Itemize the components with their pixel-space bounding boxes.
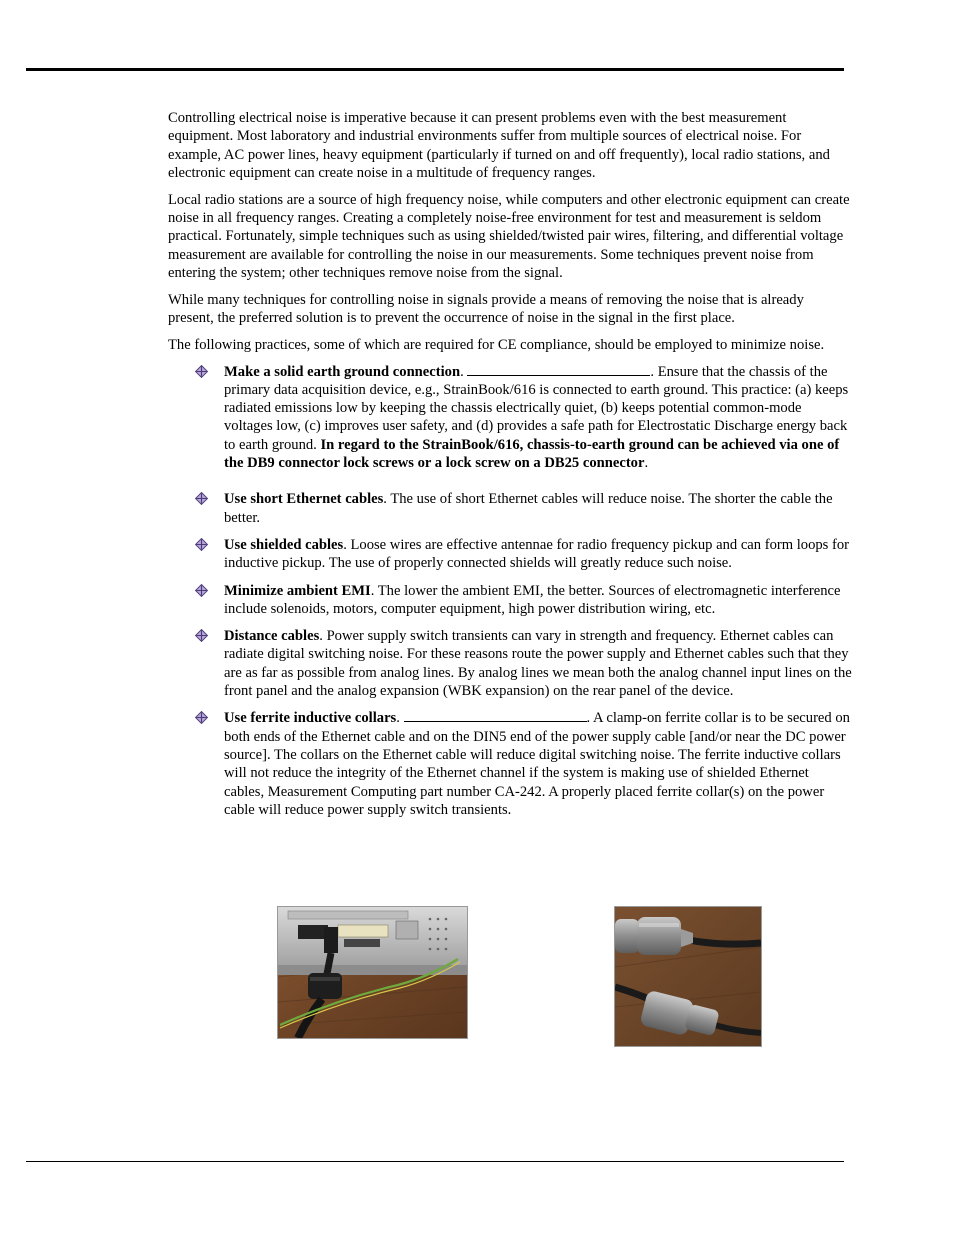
practice-title: Use ferrite inductive collars <box>224 710 397 727</box>
diamond-cross-bullet-icon <box>195 365 208 378</box>
diamond-cross-bullet-icon <box>195 711 208 724</box>
diamond-cross-bullet-icon <box>195 492 208 505</box>
practice-title: Make a solid earth ground connection <box>224 363 461 380</box>
list-item-ferrite-collars: Use ferrite inductive collars. . A clamp-on ferrite collar is to be secured on both ends of the Ethernet cable and on the DIN5 end of the power supply cable [and/or near the DC power source]. The collars on the Ethernet cable will reduce digital switching noise. The ferrite inductive collars will not reduce the integrity of the Ethernet channel if the system is making use of shielded Ethernet cables, Measurement Computing part number CA-242. A properly placed ferrite collar(s) on the power cable will reduce power supply switch transients. <box>168 709 852 819</box>
practice-title: Minimize ambient EMI <box>224 582 371 599</box>
diamond-cross-bullet-icon <box>195 538 208 551</box>
header-rule <box>26 68 844 71</box>
practice-title: Use short Ethernet cables <box>224 491 384 508</box>
list-item-ambient-emi: Minimize ambient EMI. The lower the ambient EMI, the better. Sources of electromagnetic interference include solenoids, motors, computer equipment, high power distribution wiring, etc. <box>168 582 852 619</box>
fill-in-blank <box>404 709 587 722</box>
list-item-short-ethernet: Use short Ethernet cables. The use of short Ethernet cables will reduce noise. The shorter the cable the better. <box>168 490 852 527</box>
practice-list <box>168 363 852 820</box>
paragraph-intro: Controlling electrical noise is imperative because it can present problems even with the best measurement equipment. Most laboratory and industrial environments suffer from multiple sources of electrical noise. For example, AC power lines, heavy equipment (particularly if turned on and off frequently), local radio stations, and electronic equipment can create noise in a multitude of frequency ranges. <box>168 110 830 181</box>
diamond-cross-bullet-icon <box>195 629 208 642</box>
paragraph-radio-stations: Local radio stations are a source of high frequency noise, while computers and other electronic equipment can create noise in all frequency ranges. Creating a completely noise-free environment for test and measurement is seldom practical. Fortunately, simple techniques such as using shielded/twisted pair wires, filtering, and differential voltage measurement are available for controlling the noise in our measurements. Some techniques prevent noise from entering the system; other techniques remove noise from the signal. <box>168 191 850 281</box>
document-body <box>168 109 852 828</box>
photo-ferrite-collars-closeup <box>614 906 762 1047</box>
paragraph-prevention: While many techniques for controlling noise in signals provide a means of removing the noise that is already present, the preferred solution is to prevent the occurrence of noise in the signal in the first place. <box>168 291 804 326</box>
photo-ferrite-on-device <box>277 906 468 1039</box>
list-item-shielded-cables: Use shielded cables. Loose wires are effective antennae for radio frequency pickup and can form loops for inductive pickup. The use of properly connected shields will greatly reduce such noise. <box>168 536 852 573</box>
practice-note: In regard to the StrainBook/616, chassis-to-earth ground can be achieved via one of the DB9 connector lock screws or a lock screw on a DB25 connector <box>224 436 840 472</box>
paragraph-practices-intro: The following practices, some of which are required for CE compliance, should be employed to minimize noise. <box>168 336 825 353</box>
practice-title: Distance cables <box>224 628 320 645</box>
fill-in-blank <box>467 363 650 376</box>
list-item-distance-cables: Distance cables. Power supply switch transients can vary in strength and frequency. Ethernet cables can radiate digital switching noise. For these reasons route the power supply and Ethernet cables such that they are as far as possible from analog lines. By analog lines we mean both the analog channel input lines on the front panel and the analog expansion (WBK expansion) on the rear panel of the device. <box>168 627 852 700</box>
footer-rule <box>26 1161 844 1162</box>
practice-title: Use shielded cables <box>224 536 344 553</box>
diamond-cross-bullet-icon <box>195 584 208 597</box>
list-item-earth-ground: Make a solid earth ground connection. . Ensure that the chassis of the primary data acquisition device, e.g., StrainBook/616 is connected to earth ground. This practice: (a) keeps radiated emissions low by keeping the chassis electrically quiet, (b) keeps potential common-mode voltages low, (c) improves user safety, and (d) provides a safe path for Electrostatic Discharge energy back to earth ground. In regard to the StrainBook/616, chassis-to-earth ground can be achieved via one of the DB9 connector lock screws or a lock screw on a DB25 connector. <box>168 363 852 473</box>
